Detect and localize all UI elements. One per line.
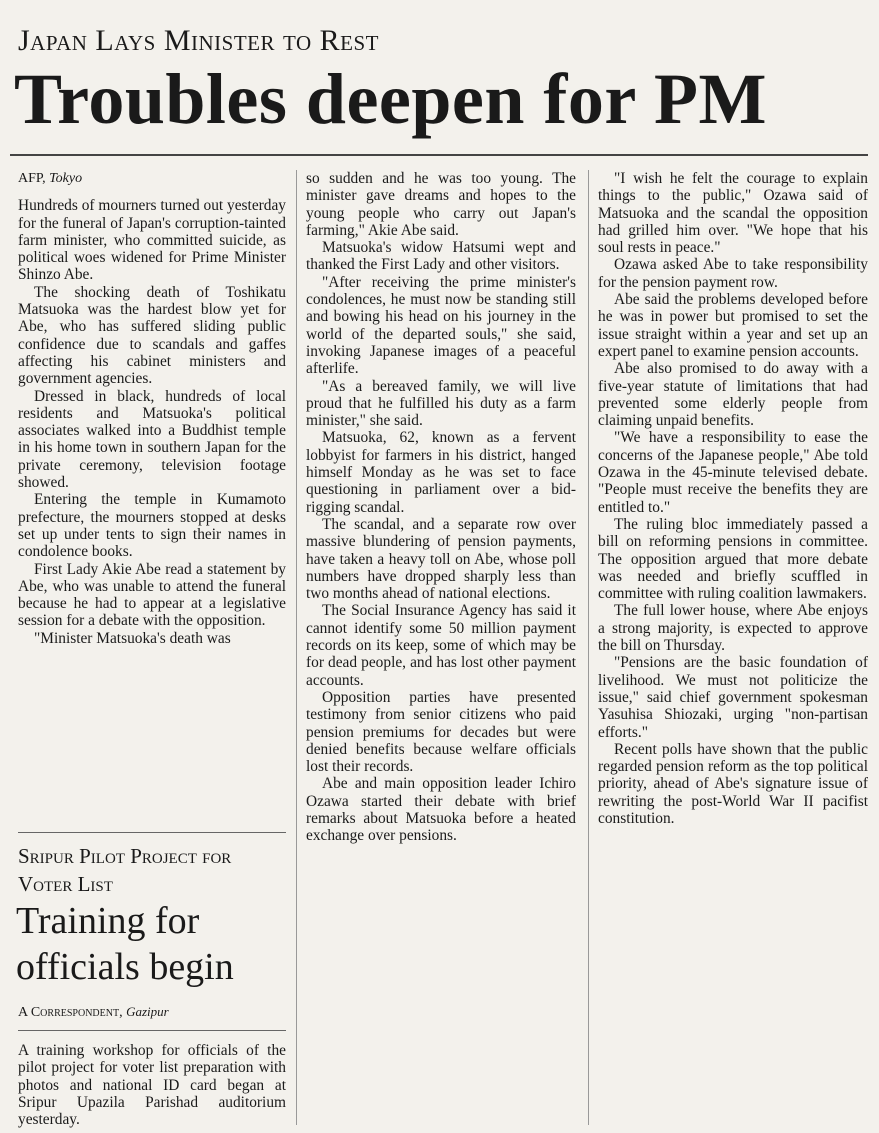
paragraph: The Social Insurance Agency has said it cannot identify some 50 million payment records on its keep, some of which may be for dead people, and has lost other payment accounts. — [306, 602, 576, 689]
story1-column-1 — [18, 170, 286, 647]
paragraph: Matsuoka, 62, known as a fervent lobbyist for farmers in his district, hanged himself Monday as he was set to face questioning in parliament over a bid-rigging scandal. — [306, 429, 576, 516]
paragraph: Recent polls have shown that the public regarded pension reform as the top political priority, ahead of Abe's signature issue of rewriting the post-World War II pacifist constitution. — [598, 740, 868, 827]
paragraph: The full lower house, where Abe enjoys a strong majority, is expected to approve the bill on Thursday. — [598, 602, 868, 655]
byline-rule — [18, 1030, 286, 1031]
headline-rule — [10, 154, 868, 156]
column-divider-1 — [296, 170, 297, 1125]
story2-body — [18, 1042, 286, 1133]
paragraph: The ruling bloc immediately passed a bill on reforming pensions in committee. The opposition argued that more debate was needed and briefly scuffled in committee with ruling coalition lawmakers. — [598, 515, 868, 603]
byline-place: Gazipur — [126, 1004, 169, 1019]
paragraph: "I wish he felt the courage to explain things to the public," Ozawa said of Matsuoka and the scandal the opposition had grilled him over. "We hope that his soul rests in peace." — [598, 170, 868, 257]
byline-source: A Correspondent — [18, 1005, 120, 1020]
paragraph: Matsuoka's widow Hatsumi wept and thanked the First Lady and other visitors. — [306, 239, 576, 274]
story2-headline: Training for officials begin — [16, 900, 234, 988]
story1-column-3 — [598, 170, 868, 827]
paragraph: First Lady Akie Abe read a statement by Abe, who was unable to attend the funeral because he had to appear at a legislative session for a debate with the opposition. — [18, 560, 286, 630]
paragraph: The scandal, and a separate row over massive blundering of pension payments, have taken a heavy toll on Abe, whose poll numbers have dropped sharply less than two months ahead of national elections. — [306, 515, 576, 603]
byline-place: Tokyo — [49, 171, 83, 186]
story2-byline: A Correspondent, Gazipur — [18, 1004, 169, 1020]
story1-column-2 — [306, 170, 576, 845]
paragraph: Ozawa asked Abe to take responsibility for the pension payment row. — [598, 256, 868, 291]
paragraph: The shocking death of Toshikatu Matsuoka was the hardest blow yet for Abe, who has suffered sliding public confidence due to scandals and gaffes affecting his cabinet ministers and government agencies. — [18, 283, 286, 388]
paragraph: Dressed in black, hundreds of local residents and Matsuoka's political associates walked into a Buddhist temple in his home town in southern Japan for the private ceremony, television footage showed. — [18, 387, 286, 492]
paragraph: "We have a responsibility to ease the concerns of the Japanese people," Abe told Ozawa in the 45-minute televised debate. "People must receive the benefits they are entitled to." — [598, 429, 868, 516]
story1-headline: Troubles deepen for PM — [14, 59, 767, 139]
story-separator — [18, 832, 286, 833]
paragraph: Hundreds of mourners turned out yesterday for the funeral of Japan's corruption-tainted farm minister, who committed suicide, as political woes widened for Prime Minister Shinzo Abe. — [18, 197, 286, 284]
paragraph: Abe also promised to do away with a five-year statute of limitations that had prevented some elderly people from claiming unpaid benefits. — [598, 360, 868, 430]
paragraph: A training workshop for officials of the pilot project for voter list preparation with photos and national ID card began at Sripur Upazila Parishad auditorium yesterday. — [18, 1042, 286, 1129]
paragraph: Abe said the problems developed before he was in power but promised to set the issue straight within a year and set up an expert panel to examine pension accounts. — [598, 291, 868, 360]
story2-kicker: Sripur Pilot Project for Voter List — [18, 844, 232, 896]
story1-byline: AFP, Tokyo — [18, 171, 83, 186]
paragraph: Abe and main opposition leader Ichiro Ozawa started their debate with brief remarks about Matsuoka before a heated exchange over pensions. — [306, 775, 576, 845]
paragraph: Opposition parties have presented testimony from senior citizens who paid pension premiums for decades but were denied benefits because welfare officials lost their records. — [306, 688, 576, 776]
paragraph: "After receiving the prime minister's condolences, he must now be standing still and bowing his head on his journey in the world of the departed souls," she said, invoking Japanese images of a peaceful afterlife. — [306, 273, 576, 378]
paragraph: "Minister Matsuoka's death was — [34, 629, 231, 647]
paragraph: so sudden and he was too young. The minister gave dreams and hopes to the young people who carry out Japan's farming," Akie Abe said. — [306, 170, 576, 239]
paragraph: "Pensions are the basic foundation of livelihood. We must not politicize the issue," said chief government spokesman Yasuhisa Shiozaki, urging "non-partisan efforts." — [598, 654, 868, 741]
column-divider-2 — [588, 170, 589, 1125]
paragraph: Entering the temple in Kumamoto prefecture, the mourners stopped at desks set up under tents to sign their names in condolence books. — [18, 491, 286, 561]
paragraph: "As a bereaved family, we will live proud that he fulfilled his duty as a farm minister," she said. — [306, 377, 576, 430]
story1-kicker: Japan Lays Minister to Rest — [18, 24, 379, 57]
byline-source: AFP — [18, 171, 43, 186]
